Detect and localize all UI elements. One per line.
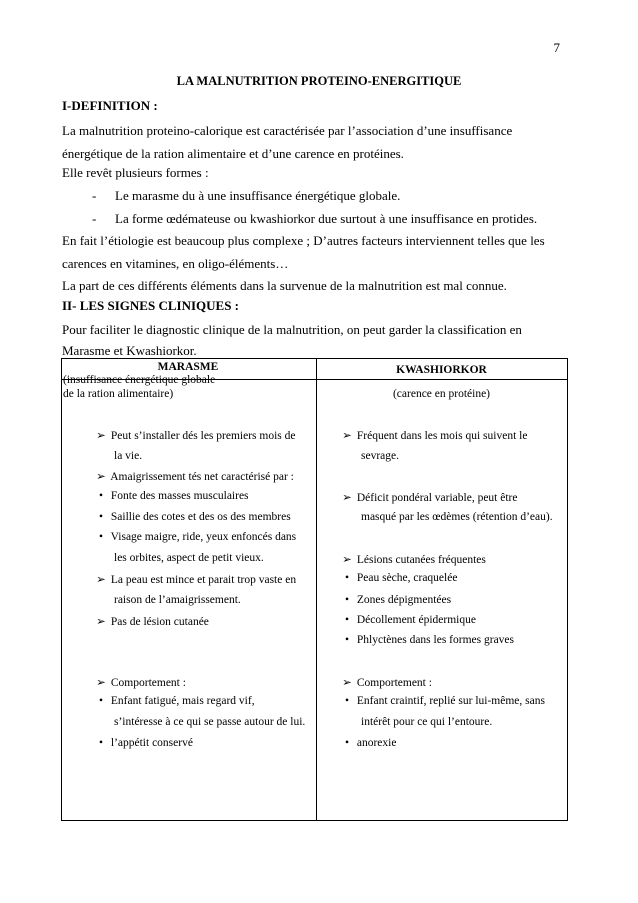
paragraph-line: En fait l’étiologie est beaucoup plus complexe ; D’autres facteurs interviennent telles que les [62,233,545,248]
bullet-icon: • [344,695,350,707]
list-item-continuation: la vie. [114,450,143,462]
list-item: • Visage maigre, ride, yeux enfoncés dans [94,531,296,543]
bullet-icon: • [344,737,350,749]
list-item: ➢ Lésions cutanées fréquentes [340,552,486,566]
list-item: • Saillie des cotes et des os des membres [94,511,291,523]
section-heading-definition: I-DEFINITION : [62,98,158,113]
arrow-bullet-icon: ➢ [342,677,352,689]
list-item: • l’appétit conservé [94,737,193,749]
arrow-bullet-icon: ➢ [96,616,106,628]
list-item: ➢ Déficit pondéral variable, peut être [340,490,517,504]
paragraph-line: carences en vitamines, en oligo-éléments… [62,256,289,271]
list-item: ➢ Amaigrissement tés net caractérisé par : [94,469,294,483]
arrow-bullet-icon: ➢ [342,554,352,566]
list-item: Le marasme du à une insuffisance énergétique globale. [115,188,401,203]
list-dash: - [92,211,97,226]
list-item: ➢ Fréquent dans les mois qui suivent le [340,428,527,442]
bullet-icon: • [98,511,104,523]
list-item-continuation: masqué par les œdèmes (rétention d’eau). [361,511,553,523]
arrow-bullet-icon: ➢ [96,574,106,586]
arrow-bullet-icon: ➢ [96,430,106,442]
kwashiorkor-title: KWASHIORKOR [396,364,487,376]
bullet-icon: • [344,614,350,626]
arrow-bullet-icon: ➢ [342,492,352,504]
section-heading-clinical-signs: II- LES SIGNES CLINIQUES : [62,298,240,313]
list-item: ➢ Pas de lésion cutanée [94,614,209,628]
list-item-continuation: s’intéresse à ce qui se passe autour de lui. [114,716,306,728]
marasme-subtitle: (insuffisance énergétique globale [63,374,216,386]
arrow-bullet-icon: ➢ [96,471,106,483]
list-item: • Phlyctènes dans les formes graves [340,634,514,646]
bullet-icon: • [344,634,350,646]
bullet-icon: • [98,737,104,749]
page-number: 7 [553,40,560,55]
paragraph-line: énergétique de la ration alimentaire et d’une carence en protéines. [62,146,404,161]
paragraph-line: Marasme et Kwashiorkor. [62,343,197,358]
list-item: • Enfant craintif, replié sur lui-même, sans [340,695,545,707]
list-item-continuation: sevrage. [361,450,399,462]
list-item: • Zones dépigmentées [340,594,451,606]
list-item: ➢ Peut s’installer dés les premiers mois de [94,428,295,442]
paragraph-line: La malnutrition proteino-calorique est caractérisée par l’association d’une insuffisance [62,123,513,138]
list-item: • Peau sèche, craquelée [340,572,457,584]
kwashiorkor-subtitle: (carence en protéine) [392,388,491,400]
bullet-icon: • [98,490,104,502]
list-item: • anorexie [340,737,396,749]
paragraph-line: Elle revêt plusieurs formes : [62,165,209,180]
bullet-icon: • [344,594,350,606]
list-dash: - [92,188,97,203]
bullet-icon: • [98,695,104,707]
list-item: La forme œdémateuse ou kwashiorkor due surtout à une insuffisance en protides. [115,211,538,226]
list-item-continuation: les orbites, aspect de petit vieux. [114,552,264,564]
paragraph-line: Pour faciliter le diagnostic clinique de la malnutrition, on peut garder la classification en [62,322,522,337]
list-item: ➢ La peau est mince et parait trop vaste en [94,572,296,586]
paragraph-line: La part de ces différents éléments dans la survenue de la malnutrition est mal connue. [62,278,507,293]
arrow-bullet-icon: ➢ [342,430,352,442]
list-item: ➢ Comportement : [340,675,432,689]
list-item-continuation: raison de l’amaigrissement. [114,594,241,606]
arrow-bullet-icon: ➢ [96,677,106,689]
list-item: • Décollement épidermique [340,614,476,626]
bullet-icon: • [98,531,104,543]
list-item-continuation: intérêt pour ce qui l’entoure. [361,716,493,728]
marasme-title: MARASME [157,361,219,373]
page-title: LA MALNUTRITION PROTEINO-ENERGITIQUE [176,74,462,88]
marasme-subtitle: de la ration alimentaire) [63,388,174,400]
list-item: ➢ Comportement : [94,675,186,689]
list-item: • Fonte des masses musculaires [94,490,249,502]
bullet-icon: • [344,572,350,584]
list-item: • Enfant fatigué, mais regard vif, [94,695,255,707]
